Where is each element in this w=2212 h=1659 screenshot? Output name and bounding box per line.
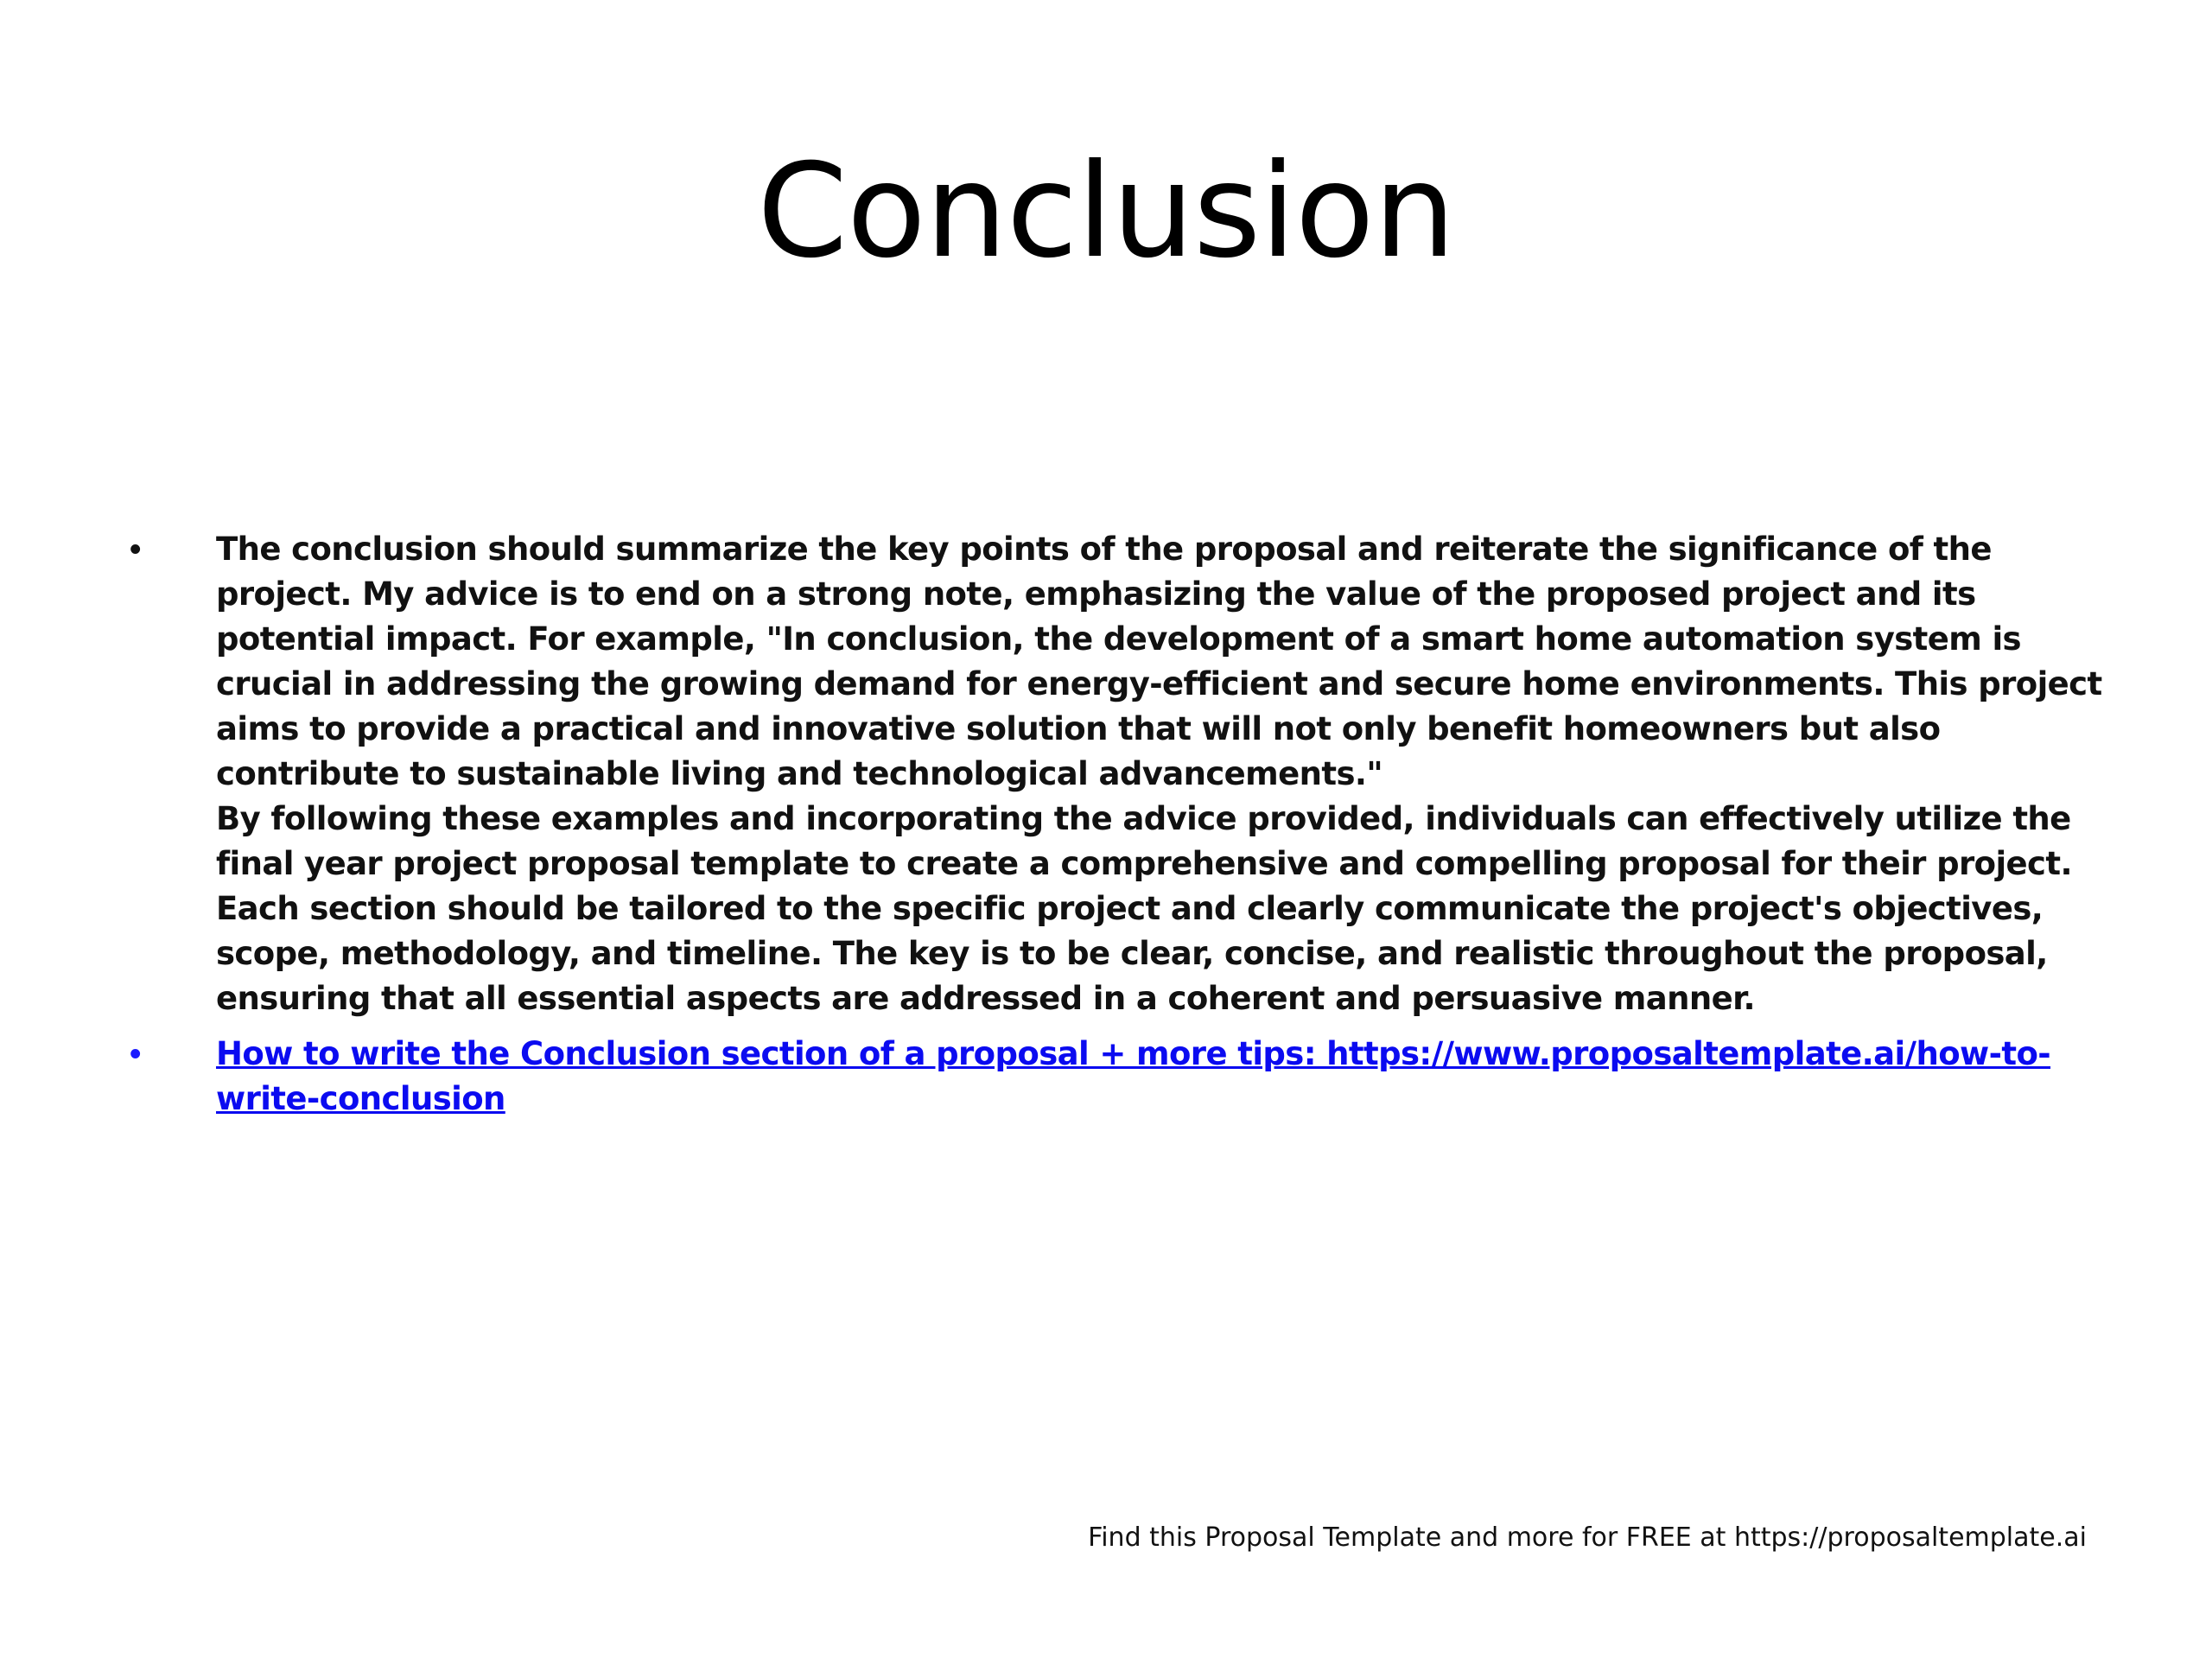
bullet-marker: • xyxy=(130,1036,142,1072)
conclusion-paragraph-1: The conclusion should summarize the key points of the proposal and reiterate the significance of the project. My advice is to end on a strong note, emphasizing the value of the proposed project and its potential impact. For example, "In conclusion, the development of a smart home automation system is crucial in addressing the growing demand for energy-efficient and secure home environments. This project aims to provide a practical and innovative solution that will not only benefit homeowners but also contribute to sustainable living and technological advancements." xyxy=(216,531,2102,792)
bullet-marker: • xyxy=(130,531,142,568)
footer-note: Find this Proposal Template and more for FREE at https://proposaltemplate.ai xyxy=(1088,1522,2087,1553)
how-to-write-conclusion-link[interactable]: How to write the Conclusion section of a proposal + more tips: https://www.proposaltemplate.ai/how-to-write-conclusion xyxy=(216,1035,2051,1117)
bullet-item-link xyxy=(130,1032,2117,1122)
bullet-item-summary xyxy=(130,527,2117,1021)
bullet-list xyxy=(130,527,2117,1132)
conclusion-paragraph-2: By following these examples and incorporating the advice provided, individuals can effectively utilize the final year project proposal template to create a comprehensive and compelling proposal for their project. Each section should be tailored to the specific project and clearly communicate the project's objectives, scope, methodology, and timeline. The key is to be clear, concise, and realistic throughout the proposal, ensuring that all essential aspects are addressed in a coherent and persuasive manner. xyxy=(216,800,2072,1017)
slide-title: Conclusion xyxy=(757,137,1455,287)
